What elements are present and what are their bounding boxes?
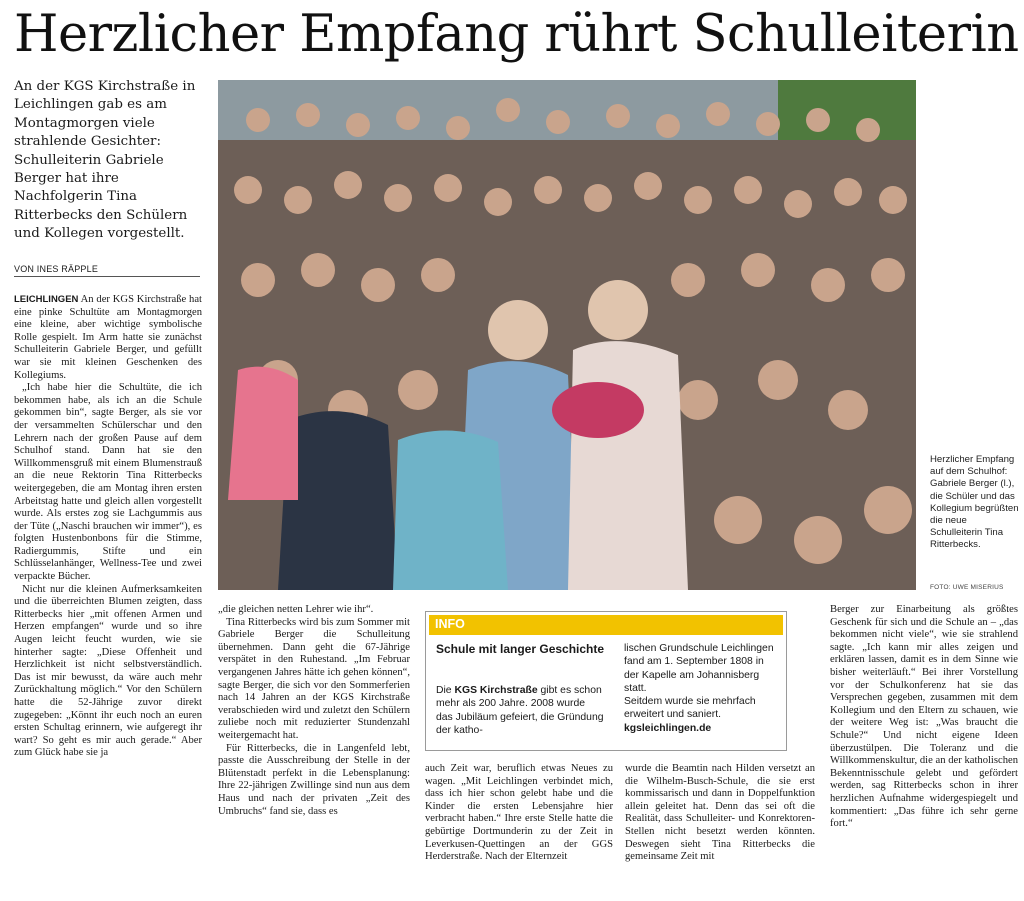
paragraph: „Ich habe hier die Schultüte, die ich bekommen habe, als ich an die Schule gekommen bin“, sagte Berger, als sie vor der versammelten Schülerschar und den Lehrern nach der großen Pause auf dem Schulhof stand. Dann hat sie den Willkommensgruß mit einem Blumenstrauß an die neue Rektorin Tina Ritterbecks weitergegeben, die am Montag ihren ersten Arbeitstag hatte und gleich allen vorgestellt wurde. Als erstes zog sie Lachgummis aus der Tüte („Naschi brauchen wir immer“), es folgten Hustenbonbons für die Stimme, Radiergummis, Stifte und ein Schlüsselanhänger, Wellness-Tee und zwei verpackte Bücher.	[14, 382, 202, 583]
paragraph: Nicht nur die kleinen Aufmerksamkeiten und die überreichten Blumen zeigten, dass Ritterbecks hier „mit offenen Armen und Herzen empfangen“ wurde und so ihre Augen leicht feucht wurden, wie sie hinterher sagte: „Diese Offenheit und Herzlichkeit ist nicht selbstverständlich. Das ist mir bewusst, da wäre auch mehr Zurückhaltung möglich.“ Vor den Schülern hatte die 52-Jährige zuvor direkt zugegeben: „Könnt ihr euch noch an euren ersten Schultag erinnern, wie aufgeregt ihr wart? So geht es mir auch gerade.“ Aber zum Glück habe sie ja	[14, 583, 202, 759]
info-title: Schule mit langer Geschichte	[436, 642, 605, 656]
paragraph: LEICHLINGEN An der KGS Kirchstraße hat eine pinke Schultüte am Montagmorgen eine kleine, aber wichtige symbolische Rolle gespielt. Im Arm hatte sie zunächst Schulleiterin Gabriele Berger, und gefüllt war sie mit kleinen Geschenken des Kollegiums.	[14, 294, 202, 381]
article-column-1	[14, 294, 202, 894]
article-photo	[218, 80, 916, 590]
paragraph: auch Zeit war, beruflich etwas Neues zu wagen. „Mit Leichlingen verbindet mich, dass ich hier schon gelebt habe und die Kinder die ersten Lebensjahre hier verbracht haben.“ Ihre erste Stelle hatte die gebürtige Dortmunderin zu der Zeit in Leverkusen-Quettingen an der GGS Herderstraße. Nach der Elternzeit	[425, 763, 613, 863]
info-school-name: KGS Kirchstraße	[454, 685, 538, 696]
article-column-4	[625, 763, 815, 896]
paragraph: „die gleichen netten Lehrer wie ihr“.	[218, 604, 374, 615]
info-text-right: lischen Grundschule Leichlingen fand am 1. September 1808 in der Kapelle am Johannisberg statt. Seitdem wurde sie mehrfach erweitert und saniert. kgsleichlingen.de	[624, 642, 780, 735]
article-column-3	[425, 763, 613, 896]
paragraph: Berger zur Einarbeitung als größtes Geschenk für sich und die Schule an – „das bekommen nicht viele“, wie sie strahlend sagte. „Ich kann mir alles zeigen und erklären lassen, damit es in dem Sinne wie bisher weiterläuft.“ Bei ihrer Vorstellung vor der Schulkonferenz hat sie das Versprechen gegeben, zusammen mit dem Kollegium und den Eltern zu schauen, wie der weitere Weg ist: „Was braucht die Schule?“ Und nicht eigene Ideen überzustülpen. Die Toleranz und die Willkommenskultur, die an der katholischen Bekenntnisschule gelebt und gefördert werden, sag Ritterbecks schon in ihrer herzlichen Aufnahme widergespiegelt und kommentiert: „Das führe ich sehr gerne fort.“	[830, 604, 1018, 830]
info-website-link[interactable]: kgsleichlingen.de	[624, 722, 712, 734]
photo-credit: FOTO: UWE MISERIUS	[930, 584, 1004, 591]
group-photo-illustration	[218, 80, 916, 590]
article-column-5	[830, 604, 1018, 896]
paragraph: Tina Ritterbecks wird bis zum Sommer mit Gabriele Berger die Schulleitung übernehmen. Dann geht die 67-Jährige verspätet in den Ruhestand. „Im Februar vergangenen Jahres hätte ich gehen können“, sagte Berger, die sich vor den Sommerferien nach 14 Jahren an der KGS Kirchstraße verabschieden wird und zuletzt den Schülern zuliebe noch mit reduzierter Stundenzahl weitergemacht hat.	[218, 616, 410, 741]
paragraph: wurde die Beamtin nach Hilden versetzt an die Wilhelm-Busch-Schule, die sie erst kommissarisch und dann in Doppelfunktion allein geleitet hat. Denn das sei oft die Realität, dass Schulleiter- und Konrektoren-Stellen nicht besetzt werden könnten. Deswegen sieht Tina Ritterbecks die gemeinsame Zeit mit	[625, 763, 815, 863]
author-byline: VON INES RÄPPLE	[14, 264, 200, 277]
info-text-left: Die KGS Kirchstraße gibt es schon mehr als 200 Jahre. 2008 wurde das Jubiläum gefeiert, die Gründung der katho-	[436, 685, 604, 736]
info-box	[425, 611, 787, 751]
headline: Herzlicher Empfang rührt Schulleiterin	[14, 5, 1019, 64]
article-column-2	[218, 604, 410, 896]
info-header-bar	[429, 615, 783, 635]
photo-caption: Herzlicher Empfang auf dem Schulhof: Gabriele Berger (l.), die Schüler und das Kollegium begrüßten die neue Schulleiterin Tina Ritterbecks.	[930, 454, 1019, 551]
dateline: LEICHLINGEN	[14, 294, 79, 305]
paragraph: Für Ritterbecks, die in Langenfeld lebt, passte die Ausschreibung der Stelle in der Blütenstadt perfekt in die Lebensplanung: Ihre 22-jährigen Zwillinge sind nun aus dem Haus und nach der privaten „Zeit des Umbruchs“ fand sie, dass es	[218, 742, 410, 817]
info-label: INFO	[435, 617, 465, 631]
lead-paragraph: An der KGS Kirchstraße in Leichlingen gab es am Montagmorgen viele strahlende Gesichter: Schulleiterin Gabriele Berger hat ihre Nachfolgerin Tina Ritterbecks den Schülern und Kollegen vorgestellt.	[14, 79, 196, 242]
